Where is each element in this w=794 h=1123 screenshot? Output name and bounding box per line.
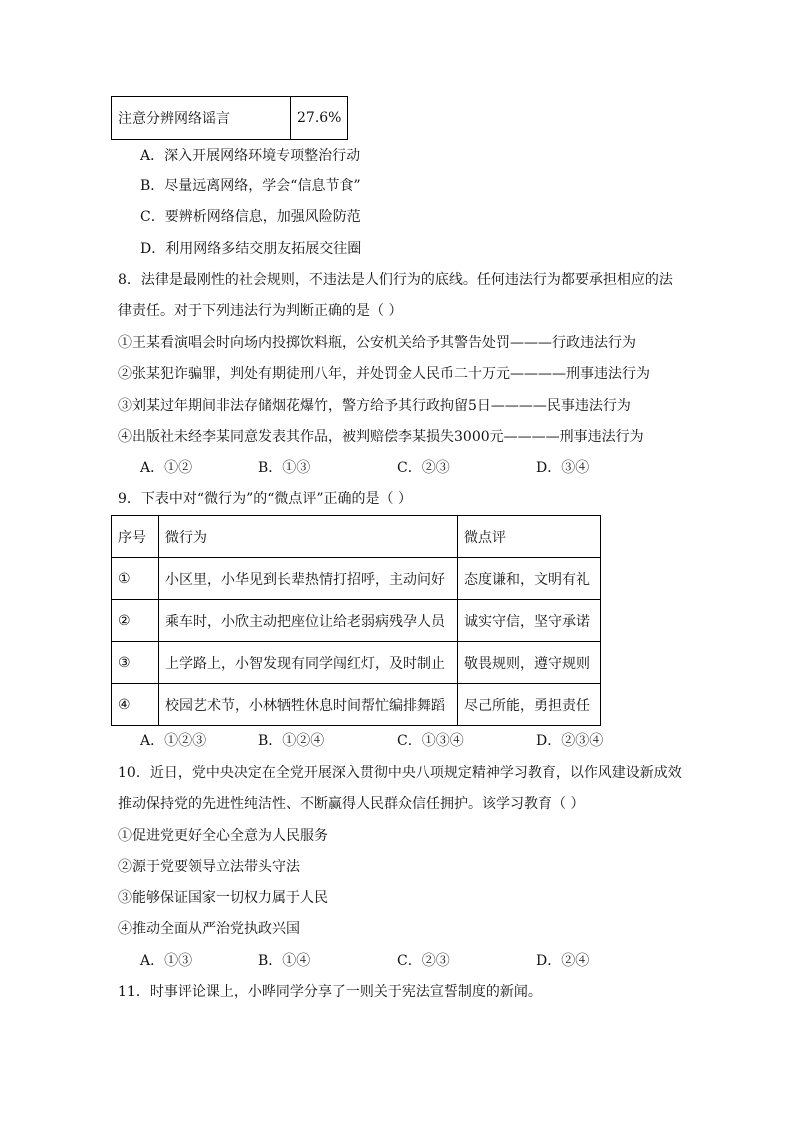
row-behavior: 乘车时，小欣主动把座位让给老弱病残孕人员 (159, 600, 458, 642)
q9-choice-b: B．①②④ (258, 733, 325, 749)
q10-item-2: ②源于党要领导立法带头守法 (118, 859, 300, 875)
header-index: 序号 (112, 516, 159, 558)
q9-choice-a: A．①②③ (140, 733, 207, 749)
row-behavior: 小区里，小华见到长辈热情打招呼，主动问好 (159, 558, 458, 600)
q8-item-4: ④出版社未经李某同意发表其作品，被判赔偿李某损失3000元————刑事违法行为 (118, 429, 644, 445)
q8-choice-d: D．③④ (536, 460, 590, 476)
q10-stem-line2: 推动保持党的先进性纯洁性、不断赢得人民群众信任拥护。该学习教育（ ） (118, 796, 585, 812)
q9-choice-c: C．①③④ (397, 733, 464, 749)
header-comment: 微点评 (458, 516, 601, 558)
q10-choice-c: C．②③ (397, 953, 450, 969)
table-row (112, 684, 601, 726)
q10-item-3: ③能够保证国家一切权力属于人民 (118, 890, 328, 906)
q9-stem: 9．下表中对“微行为”的“微点评”正确的是（ ） (118, 491, 412, 507)
row-comment: 态度谦和，文明有礼 (458, 558, 601, 600)
table-header-row (112, 516, 601, 558)
table-row (112, 642, 601, 684)
row-comment: 尽己所能，勇担责任 (458, 684, 601, 726)
q8-choice-c: C．②③ (397, 460, 450, 476)
q8-stem-line2: 律责任。对于下列违法行为判断正确的是（ ） (118, 303, 403, 319)
row-comment: 敬畏规则，遵守规则 (458, 642, 601, 684)
rumor-table (111, 96, 348, 140)
q7-option-a: A．深入开展网络环境专项整治行动 (140, 148, 361, 164)
q11-stem: 11．时事评论课上，小晔同学分享了一则关于宪法宣誓制度的新闻。 (118, 984, 542, 1000)
q7-option-b: B．尽量远离网络，学会“信息节食” (140, 178, 361, 194)
row-index: ① (112, 558, 159, 600)
row-comment: 诚实守信，坚守承诺 (458, 600, 601, 642)
row-behavior: 上学路上，小智发现有同学闯红灯，及时制止 (159, 642, 458, 684)
q10-item-4: ④推动全面从严治党执政兴国 (118, 921, 300, 937)
q10-choice-a: A．①③ (140, 953, 193, 969)
q9-choice-d: D．②③④ (536, 733, 604, 749)
q10-item-1: ①促进党更好全心全意为人民服务 (118, 828, 328, 844)
q9-table (111, 515, 601, 726)
q8-choice-b: B．①③ (258, 460, 311, 476)
q8-item-3: ③刘某过年期间非法存储烟花爆竹，警方给予其行政拘留5日————民事违法行为 (118, 398, 631, 414)
q10-choice-b: B．①④ (258, 953, 311, 969)
table-cell-label: 注意分辨网络谣言 (112, 97, 291, 140)
row-index: ④ (112, 684, 159, 726)
table-row (112, 558, 601, 600)
header-behavior: 微行为 (159, 516, 458, 558)
q8-choice-a: A．①② (140, 460, 193, 476)
table-row (112, 97, 348, 140)
q7-option-d: D．利用网络多结交朋友拓展交往圈 (140, 241, 362, 257)
table-row (112, 600, 601, 642)
q7-option-c: C．要辨析网络信息，加强风险防范 (140, 209, 361, 225)
row-behavior: 校园艺术节，小林牺牲休息时间帮忙编排舞蹈 (159, 684, 458, 726)
q8-stem-line1: 8．法律是最刚性的社会规则，不违法是人们行为的底线。任何违法行为都要承担相应的法 (118, 272, 673, 288)
q8-item-2: ②张某犯诈骗罪，判处有期徒刑八年，并处罚金人民币二十万元————刑事违法行为 (118, 366, 650, 382)
q8-item-1: ①王某看演唱会时向场内投掷饮料瓶，公安机关给予其警告处罚———行政违法行为 (118, 335, 636, 351)
q10-stem-line1: 10．近日，党中央决定在全党开展深入贯彻中央八项规定精神学习教育，以作风建设新成效 (118, 765, 682, 781)
row-index: ② (112, 600, 159, 642)
q10-choice-d: D．②④ (536, 953, 590, 969)
table-cell-value: 27.6% (291, 97, 348, 140)
row-index: ③ (112, 642, 159, 684)
